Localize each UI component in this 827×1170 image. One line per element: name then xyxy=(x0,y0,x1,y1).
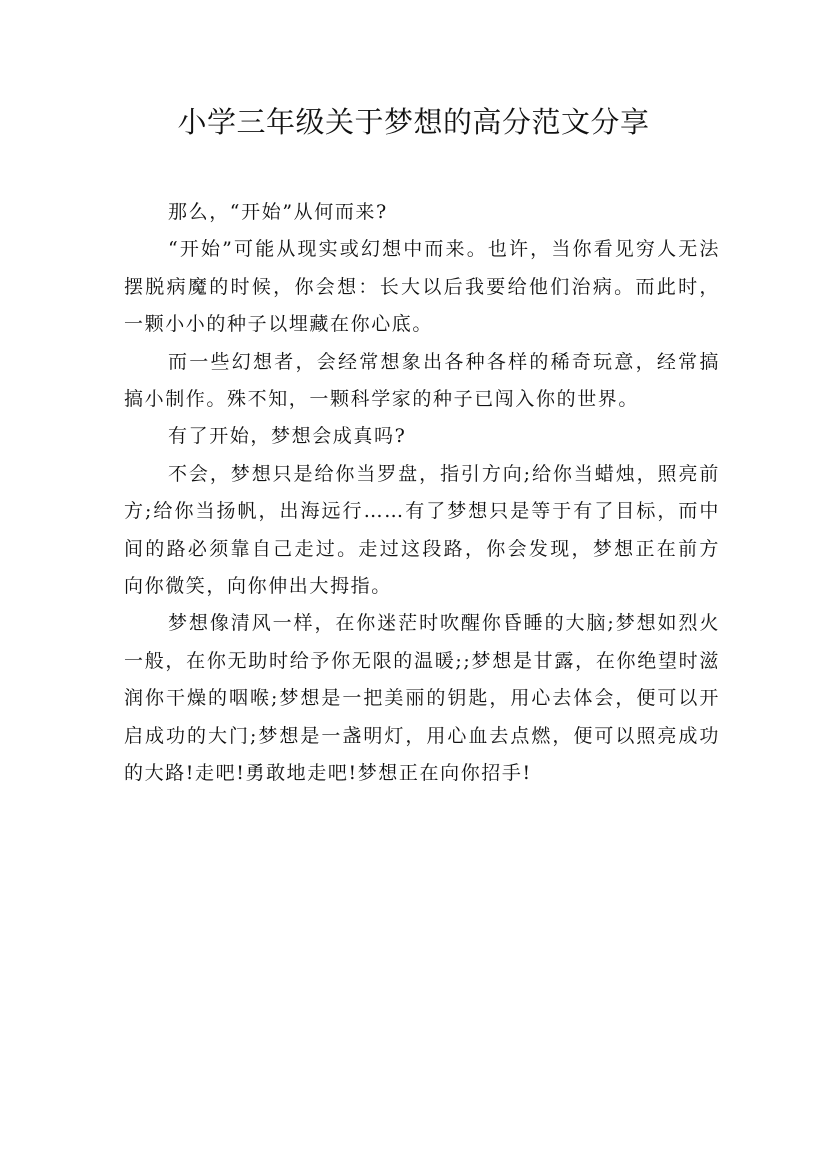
paragraph: 梦想像清风一样，在你迷茫时吹醒你昏睡的大脑;梦想如烈火一般，在你无助时给予你无限的温暖;;梦想是甘露，在你绝望时滋润你干燥的咽喉;梦想是一把美丽的钥匙，用心去体会，便可以开启成功的大门;梦想是一盏明灯，用心血去点燃，便可以照亮成功的大路!走吧!勇敢地走吧!梦想正在向你招手! xyxy=(124,612,720,785)
paragraph: 而一些幻想者，会经常想象出各种各样的稀奇玩意，经常搞搞小制作。殊不知，一颗科学家的种子已闯入你的世界。 xyxy=(124,350,720,411)
paragraph: 有了开始，梦想会成真吗? xyxy=(168,425,407,448)
document-title: 小学三年级关于梦想的高分范文分享 xyxy=(177,105,650,139)
paragraph: 那么，“开始”从何而来? xyxy=(168,201,388,223)
paragraph: “开始”可能从现实或幻想中而来。也许，当你看见穷人无法摆脱病魔的时候，你会想：长大以后我要给他们治病。而此时，一颗小小的种子以埋藏在你心底。 xyxy=(124,238,720,336)
paragraph: 不会，梦想只是给你当罗盘，指引方向;给你当蜡烛，照亮前方;给你当扬帆，出海远行……有了梦想只是等于有了目标，而中间的路必须靠自己走过。走过这段路，你会发现，梦想正在前方向你微笑，向你伸出大拇指。 xyxy=(124,462,720,598)
document-body xyxy=(124,194,720,793)
